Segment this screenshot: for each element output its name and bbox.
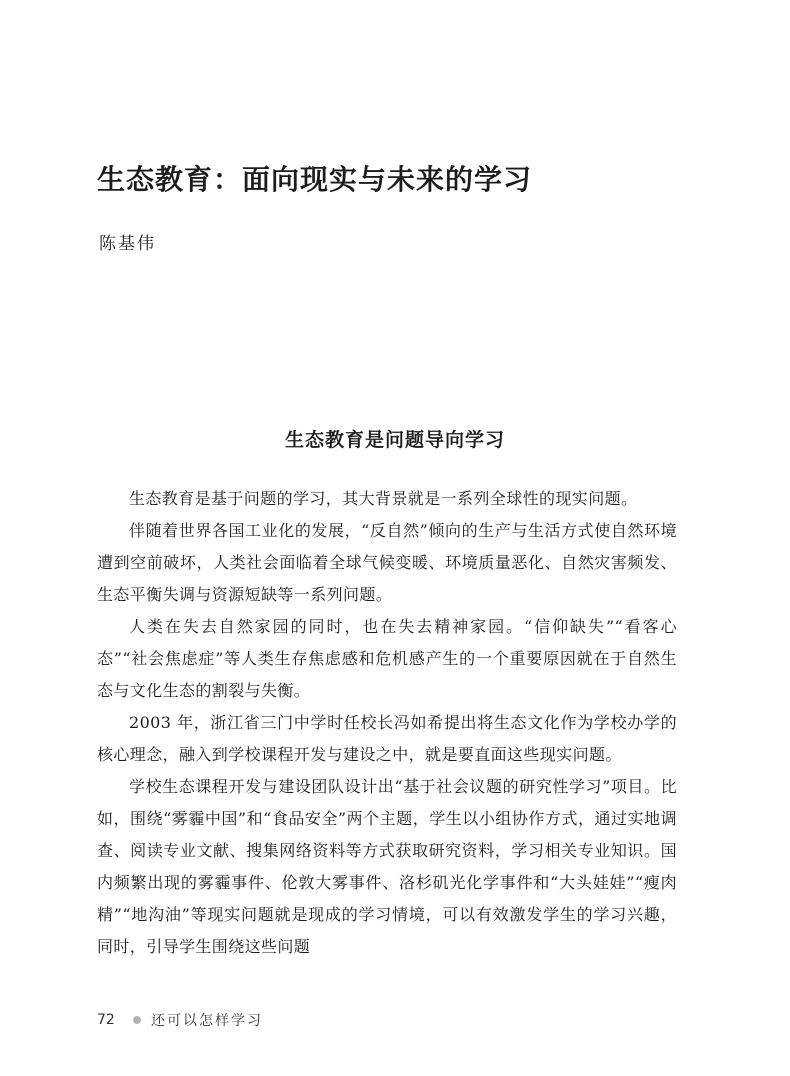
- author-name: 陈基伟: [99, 234, 156, 254]
- paragraph: 2003 年，浙江省三门中学时任校长冯如希提出将生态文化作为学校办学的核心理念，融入到学校课程开发与建设之中，就是要直面这些现实问题。: [97, 713, 677, 764]
- section-heading: 生态教育是问题导向学习: [284, 429, 505, 451]
- page-footer: [97, 1008, 263, 1032]
- running-title: 还可以怎样学习: [151, 1013, 263, 1029]
- paragraph: 人类在失去自然家园的同时，也在失去精神家园。“信仰缺失”“看客心态”“社会焦虑症”等人类生存焦虑感和危机感产生的一个重要原因就在于自然生态与文化生态的割裂与失衡。: [97, 617, 677, 700]
- chapter-title: 生态教育：面向现实与未来的学习: [97, 163, 533, 196]
- body-text: [97, 483, 677, 963]
- bullet-dot-icon: [133, 1016, 141, 1024]
- paragraph: 生态教育是基于问题的学习，其大背景就是一系列全球性的现实问题。: [129, 489, 638, 508]
- paragraph: 学校生态课程开发与建设团队设计出“基于社会议题的研究性学习”项目。比如，围绕“雾霾中国”和“食品安全”两个主题，学生以小组协作方式，通过实地调查、阅读专业文献、搜集网络资料等方式获取研究资料，学习相关专业知识。国内频繁出现的雾霾事件、伦敦大雾事件、洛杉矶光化学事件和“大头娃娃”“瘦肉精”“地沟油”等现实问题就是现成的学习情境，可以有效激发学生的学习兴趣，同时，引导学生围绕这些问题: [97, 777, 677, 956]
- page-number: 72: [97, 1012, 115, 1028]
- paragraph: 伴随着世界各国工业化的发展，“反自然”倾向的生产与生活方式使自然环境遭到空前破坏，人类社会面临着全球气候变暖、环境质量恶化、自然灾害频发、生态平衡失调与资源短缺等一系列问题。: [97, 521, 677, 604]
